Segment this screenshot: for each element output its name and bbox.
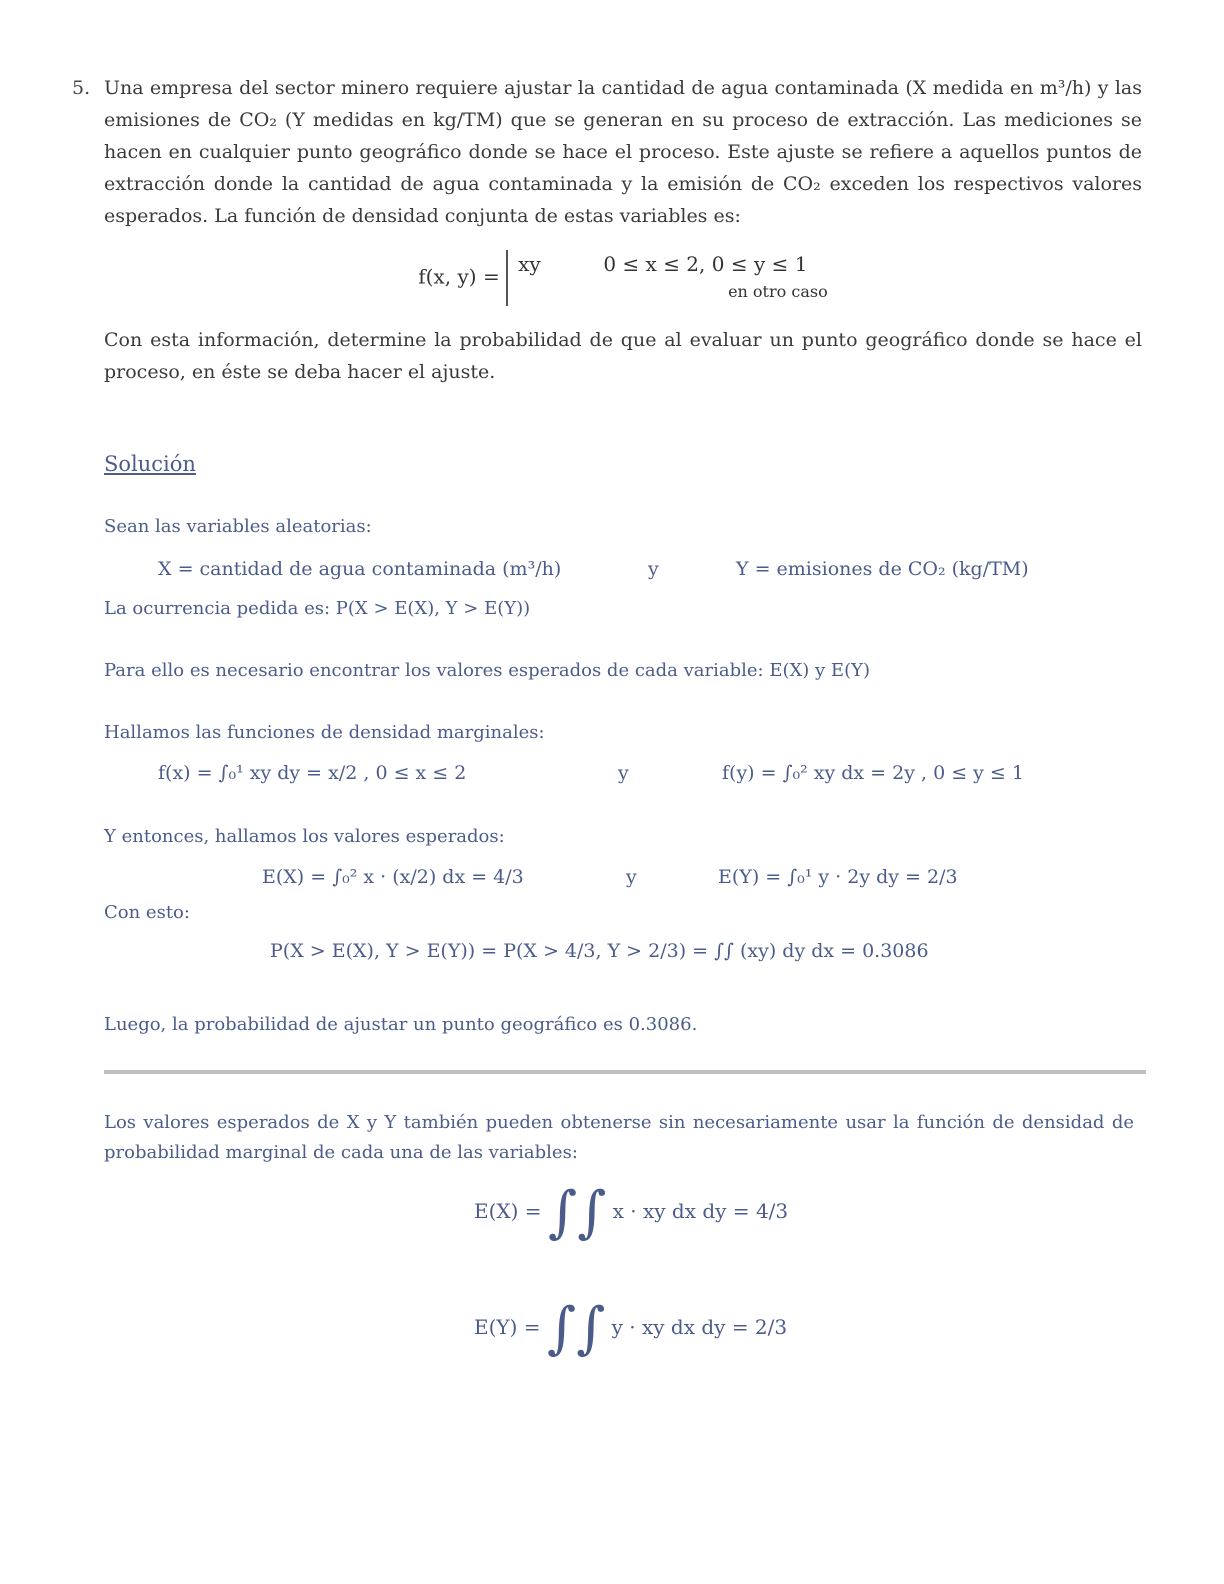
event-statement: La ocurrencia pedida es: P(X > E(X), Y > E(Y)) [104, 598, 531, 619]
ex-lhs: E(X) = [474, 1199, 542, 1223]
integral-sign: ∫∫ [547, 1180, 607, 1245]
ey-lhs: E(Y) = [474, 1315, 541, 1339]
double-integral-ex [474, 1180, 788, 1245]
double-integral-ey [474, 1296, 787, 1361]
problem-question: Con esta información, determine la probabilidad de que al evaluar un punto geográfico donde se hace el proceso, en éste se deba hacer el ajuste. [104, 329, 1142, 383]
expected-sep: y [626, 866, 637, 888]
expected-y: E(Y) = ∫₀¹ y · 2y dy = 2/3 [718, 866, 958, 888]
probability-calc: P(X > E(X), Y > E(Y)) = P(X > 4/3, Y > 2/3) = ∫∫ (xy) dy dx = 0.3086 [270, 940, 929, 962]
ey-rhs: y · xy dx dy = 2/3 [611, 1315, 788, 1339]
problem-statement: Una empresa del sector minero requiere ajustar la cantidad de agua contaminada (X medida en m³/h) y las emisiones de CO₂ (Y medidas en kg/TM) que se generan en su proceso de extracción. Las mediciones se hacen en cualquier punto geográfico donde se hace el proceso. Este ajuste se refiere a aquellos puntos de extracción donde la cantidad de agua contaminada y la emisión de CO₂ exceden los respectivos valores esperados. La función de densidad conjunta de estas variables es: [104, 77, 1142, 227]
problem-block [72, 72, 1142, 388]
expected-x: E(X) = ∫₀² x · (x/2) dx = 4/3 [262, 866, 524, 888]
integral-sign: ∫∫ [546, 1296, 606, 1361]
var-conj: y [648, 558, 659, 580]
need-expectations: Para ello es necesario encontrar los valores esperados de cada variable: E(X) y E(Y) [104, 660, 871, 681]
var-x-def: X = cantidad de agua contaminada (m³/h) [158, 558, 562, 580]
alternative-note: Los valores esperados de X y Y también pueden obtenerse sin necesariamente usar la función de densidad de probabilidad marginal de cada una de las variables: [104, 1112, 1134, 1163]
pdf-lhs: f(x, y) = [418, 264, 500, 289]
marginals-intro: Hallamos las funciones de densidad marginales: [104, 722, 545, 743]
var-y-def: Y = emisiones de CO₂ (kg/TM) [736, 558, 1029, 580]
solution-title: Solución [104, 452, 196, 476]
ex-rhs: x · xy dx dy = 4/3 [612, 1199, 789, 1223]
marginal-y: f(y) = ∫₀² xy dx = 2y , 0 ≤ y ≤ 1 [722, 762, 1024, 784]
problem-number: 5. [72, 77, 91, 99]
pdf-case2-cond: en otro caso [728, 282, 828, 301]
section-divider [104, 1070, 1146, 1074]
pdf-case1-cond: 0 ≤ x ≤ 2, 0 ≤ y ≤ 1 [603, 252, 808, 276]
con-esto: Con esto: [104, 902, 190, 923]
pdf-cases [506, 250, 828, 306]
conclusion: Luego, la probabilidad de ajustar un punto geográfico es 0.3086. [104, 1014, 698, 1035]
joint-density-formula [104, 250, 1142, 306]
marginal-sep: y [618, 762, 629, 784]
pdf-case1-expr: xy [518, 252, 541, 276]
marginal-x: f(x) = ∫₀¹ xy dy = x/2 , 0 ≤ x ≤ 2 [158, 762, 467, 784]
define-vars: Sean las variables aleatorias: [104, 516, 372, 537]
expect-intro: Y entonces, hallamos los valores esperados: [104, 826, 505, 847]
